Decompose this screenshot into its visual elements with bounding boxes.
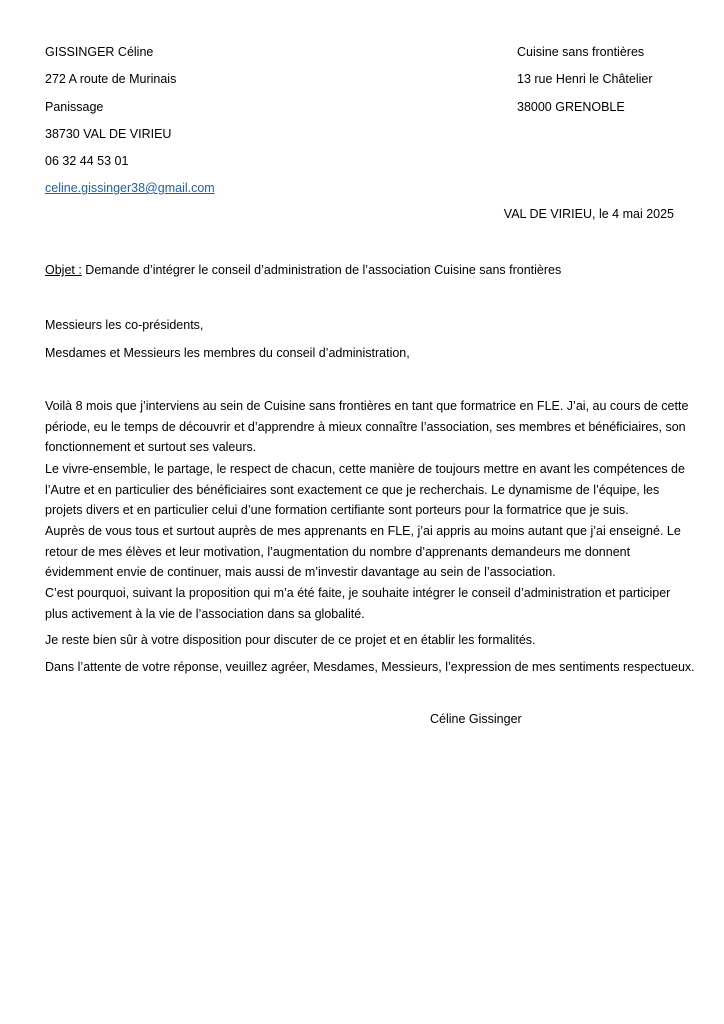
body-paragraph-1 [45, 396, 689, 458]
paragraph-line: plus activement à la vie de l’association dans sa globalité. [45, 606, 365, 621]
sender-email-link[interactable]: celine.gissinger38@gmail.com [45, 181, 215, 195]
paragraph-line: l’Autre et en particulier des bénéficiaires sont exactement ce que je recherchais. Le dynamisme de l’équipe, les [45, 482, 660, 497]
body-paragraph-6 [45, 657, 695, 678]
sender-name: GISSINGER Céline [45, 45, 154, 59]
body-paragraph-4 [45, 583, 679, 624]
paragraph-line: fonctionnement et surtout ses valeurs. [45, 440, 257, 454]
sender-city: 38730 VAL DE VIRIEU [45, 127, 172, 141]
paragraph-line: Je reste bien sûr à votre disposition pour discuter de ce projet et en établir les formalités. [45, 633, 536, 647]
signature-name: Céline Gissinger [430, 712, 522, 726]
body-paragraph-3 [45, 521, 679, 583]
letter-subject [45, 263, 561, 278]
letter-date: VAL DE VIRIEU, le 4 mai 2025 [503, 207, 674, 221]
sender-address-line1: 272 A route de Murinais [45, 72, 177, 86]
body-paragraph-2 [45, 459, 685, 521]
salutation-line2: Mesdames et Messieurs les membres du conseil d’administration, [45, 346, 410, 360]
recipient-name: Cuisine sans frontières [517, 45, 645, 59]
paragraph-line: Voilà 8 mois que j’interviens au sein de Cuisine sans frontières en tant que formatrice en FLE. J’ai, au cours de cette [45, 399, 689, 413]
subject-label: Objet : [45, 263, 82, 277]
body-paragraph-5 [45, 630, 679, 651]
salutation-line1: Messieurs les co-présidents, [45, 318, 204, 332]
subject-text: Demande d’intégrer le conseil d’administration de l’association Cuisine sans frontières [81, 263, 562, 277]
paragraph-line: retour de mes élèves et leur motivation, l’augmentation du nombre d’apprenants demandeurs me donnent [45, 544, 631, 559]
recipient-city: 38000 GRENOBLE [517, 100, 625, 114]
paragraph-line: projets divers et en particulier celui d’une formation certifiante sont porteurs pour la formatrice que je suis. [45, 503, 629, 517]
recipient-address: 13 rue Henri le Châtelier [517, 72, 653, 86]
paragraph-line: Le vivre-ensemble, le partage, le respect de chacun, cette manière de toujours mettre en avant les compétences de [45, 462, 685, 476]
sender-address-line2: Panissage [45, 100, 104, 114]
paragraph-line: Auprès de vous tous et surtout auprès de mes apprenants en FLE, j’ai appris au moins autant que j’ai enseigné. Le [45, 524, 681, 538]
paragraph-line: Dans l’attente de votre réponse, veuillez agréer, Mesdames, Messieurs, l’expression de mes sentiments respectueux. [45, 660, 695, 674]
sender-phone: 06 32 44 53 01 [45, 154, 129, 168]
paragraph-line: C’est pourquoi, suivant la proposition qui m’a été faite, je souhaite intégrer le conseil d’administration et participer [45, 586, 671, 600]
paragraph-line: période, eu le temps de découvrir et d’apprendre à mieux connaître l’association, ses membres et bénéficiaires, son [45, 419, 686, 434]
paragraph-line: évidemment envie de continuer, mais aussi de m’investir davantage au sein de l’association. [45, 565, 556, 579]
